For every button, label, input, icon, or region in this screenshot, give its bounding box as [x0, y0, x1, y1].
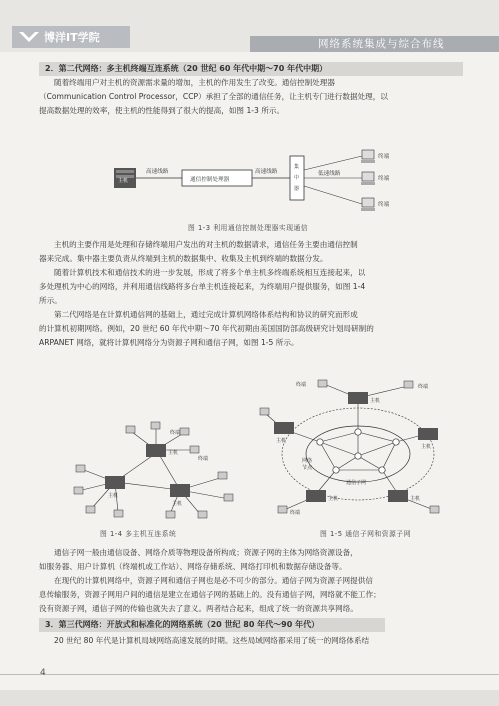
logo-icon: [18, 29, 40, 45]
footer-rule: [0, 674, 499, 675]
text-line: 的计算机初期网络。例如，20 世纪 60 年代中期～70 年代初期由美国国防部高级研究计划局研制的: [39, 324, 374, 333]
fig14-terminal-top: 终端: [170, 430, 181, 436]
figure-1-3: [100, 148, 400, 216]
fig15-host-bottom-left: 主机: [328, 496, 339, 502]
network-node: [379, 467, 385, 473]
fig15-node-label-1: 网络: [302, 458, 313, 464]
terminal-icon: [86, 506, 95, 513]
terminal-icon: [114, 510, 123, 517]
fig13-concentrator-2: 中: [294, 175, 300, 181]
low-speed-line-3: [304, 186, 362, 204]
network-node: [355, 429, 361, 435]
section-3-paragraph: [39, 634, 467, 648]
terminal-icon: [180, 428, 189, 435]
terminal-icon: [74, 487, 83, 494]
fig15-host-left: 主机: [276, 438, 287, 444]
fig13-ccp: 通信控制处理器: [190, 177, 230, 183]
host-computer-icon: [274, 422, 294, 434]
fig13-concentrator-1: 集: [294, 164, 300, 170]
fig15-terminal-tl: 终端: [296, 382, 307, 388]
fig15-host-right: 主机: [421, 444, 432, 450]
network-node: [317, 439, 323, 445]
fig15-terminal-tr: 终端: [418, 384, 429, 390]
page-number: 4: [40, 668, 46, 678]
low-speed-line-1: [304, 156, 362, 170]
text-line: （Communication Control Processor，CCP）承担了全部的通信任务，让主机专门进行数据处理，以: [39, 92, 388, 101]
terminal-icon: [76, 465, 85, 472]
fig13-concentrator-3: 器: [294, 186, 300, 192]
text-line: 随着计算机技术和通信技术的进一步发展，形成了将多个单主机多终端系统相互连接起来，以: [54, 268, 366, 277]
text-line: 息传输服务，资源子网用户间的通信是建立在通信子网的基础上的。没有通信子网，网络就不能工作；: [39, 590, 381, 599]
fig13-terminal-1: 终端: [378, 154, 390, 160]
fig13-terminal-2: 终端: [378, 176, 390, 182]
host-computer-icon: [388, 490, 408, 502]
figure-1-4: [70, 420, 240, 520]
terminal-icon: [318, 380, 327, 387]
fig14-host-2: 主机: [108, 493, 119, 499]
chapter-title: 网络系统集成与综合布线: [318, 38, 445, 50]
fig15-host-bottom-right: 主机: [410, 496, 421, 502]
terminal-icon: [430, 506, 439, 513]
terminal-icon: [361, 198, 375, 211]
fig13-low-speed: 低速线路: [318, 171, 341, 177]
fig13-high-speed-2: 高速线路: [255, 169, 278, 175]
fig14-host-1: 主机: [168, 450, 179, 456]
text-line: 通信子网一般由通信设备、网络介质等物理设备所构成；资源子网的主体为网络资源设备，: [54, 548, 358, 557]
terminal-icon: [361, 150, 375, 163]
terminal-icon: [166, 511, 175, 518]
fig15-terminal-bl: 终端: [290, 510, 301, 516]
text-line: 如服务器、用户计算机（终端机或工作站）、网络存储系统、网络打印机和数据存储设备等。: [39, 562, 347, 571]
network-node: [333, 467, 339, 473]
body-paragraph-3: [39, 546, 467, 616]
figure-1-4-caption: 图 1-4 多主机互连系统: [100, 530, 177, 538]
footer-band: [0, 690, 499, 706]
section-2-paragraph: [39, 76, 467, 118]
terminal-icon: [278, 506, 287, 513]
terminal-icon: [260, 408, 269, 415]
terminal-icon: [151, 422, 160, 429]
figure-1-3-caption: 图 1-3 利用通信控制处理器实现通信: [188, 224, 309, 232]
figure-1-5: [258, 378, 458, 520]
fig15-node-label-2: 节点: [302, 465, 313, 471]
section-3-heading: 3．第三代网络：开放式和标准化的网络系统（20 世纪 80 年代～90 年代）: [39, 618, 385, 632]
text-line: 随着终端用户对主机的资源需求量的增加，主机的作用发生了改变。通信控制处理器: [54, 78, 335, 87]
host-computer-icon: [105, 476, 125, 489]
text-line: 器来完成。集中器主要负责从终端到主机的数据集中、收集及主机到终端的数据分发。: [39, 254, 328, 263]
host-computer-icon: [348, 392, 368, 404]
text-line: 提高数据处理的效率，使主机的性能得到了很大的提高，如图 1-3 所示。: [39, 106, 285, 115]
host-computer-icon: [306, 490, 326, 502]
host-computer-icon: [170, 484, 190, 497]
figure-1-5-caption: 图 1-5 通信子网和资源子网: [320, 530, 411, 538]
text-line: 20 世纪 80 年代是计算机局域网络高速发展的时期。这些局域网络都采用了统一的网络体系结: [54, 636, 370, 645]
text-line: 所示。: [39, 296, 62, 305]
host-computer-icon: [146, 444, 166, 457]
terminal-icon: [126, 426, 135, 433]
fig13-host-label: 主机: [118, 178, 129, 184]
fig14-terminal-right: 终端: [198, 456, 209, 462]
network-node: [355, 453, 361, 459]
fig13-terminal-3: 终端: [378, 202, 390, 208]
text-line: 在现代的计算机网络中，资源子网和通信子网也是必不可少的部分。通信子网为资源子网提供信: [54, 576, 373, 585]
terminal-icon: [224, 494, 233, 501]
text-line: ARPANET 网络，就将计算机网络分为资源子网和通信子网，如图 1-5 所示。: [39, 338, 299, 347]
text-line: 第二代网络是在计算机通信网的基础上，通过完成计算机网络体系结构和协议的研究而形成: [54, 310, 358, 319]
terminal-icon: [190, 446, 199, 453]
network-node: [393, 439, 399, 445]
text-line: 主机的主要作用是处理和存储终端用户发出的对主机的数据请求，通信任务主要由通信控制: [54, 240, 358, 249]
fig14-host-3: 主机: [172, 501, 183, 507]
terminal-icon: [218, 472, 227, 479]
terminal-icon: [361, 172, 375, 185]
logo-text: 博洋IT学院: [44, 31, 100, 44]
terminal-icon: [404, 381, 413, 388]
section-2-heading: 2．第二代网络：多主机终端互连系统（20 世纪 60 年代中期～70 年代中期）: [39, 62, 463, 76]
publisher-logo: [12, 26, 130, 48]
text-line: 多处理机为中心的网络，并利用通信线路将多台单主机连接起来，为终端用户提供服务，如图 1-4: [39, 282, 366, 291]
body-paragraph-2: [39, 238, 467, 350]
text-line: 没有资源子网，通信子网的传输也就失去了意义。两者结合起来，组成了统一的资源共享网络。: [39, 604, 358, 613]
fig15-host-top: 主机: [370, 398, 381, 404]
terminal-icon: [198, 511, 207, 518]
fig13-high-speed-1: 高速线路: [146, 169, 169, 175]
host-computer-icon: [418, 428, 438, 440]
fig15-comm-subnet: 通信子网: [346, 480, 367, 486]
